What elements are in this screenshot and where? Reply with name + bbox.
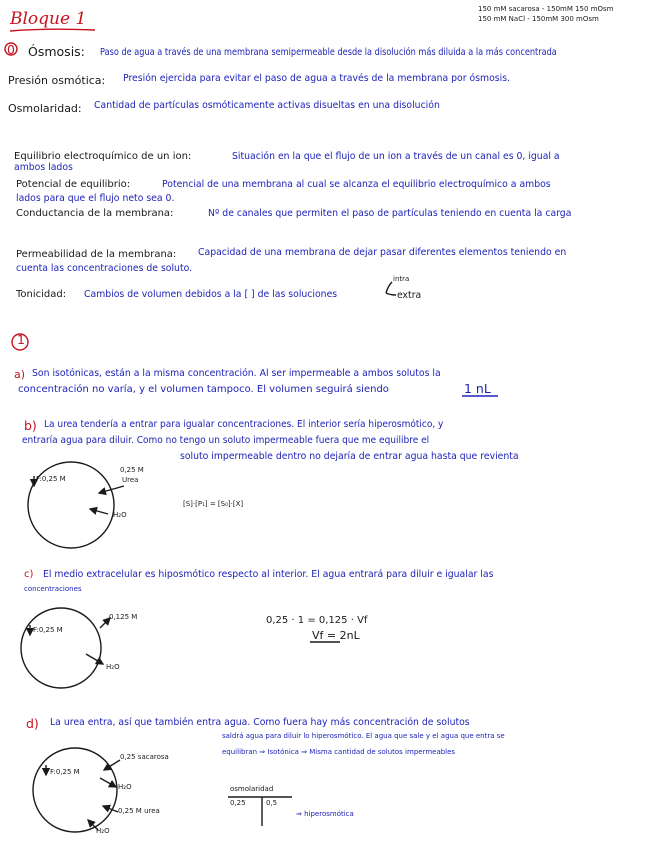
- equilibrio-definition-cont: ambos lados: [14, 162, 73, 173]
- part-d-water-2: H₂O: [96, 827, 110, 835]
- part-b-cell: [28, 462, 114, 548]
- part-d-outside-urea: 0,25 M urea: [118, 807, 160, 815]
- part-d-inside-conc: F:0,25 M: [50, 768, 80, 776]
- intra-label: intra: [393, 275, 410, 283]
- part-c-outside-conc: 0,125 M: [109, 613, 138, 621]
- page-title: Bloque 1: [10, 9, 87, 29]
- potencial-definition-cont: lados para que el flujo neto sea 0.: [16, 193, 175, 204]
- part-b-inside-conc: F:0,25 M: [36, 475, 66, 483]
- potencial-definition: Potencial de una membrana al cual se alcanza el equilibrio electroquímico a ambos: [162, 179, 551, 190]
- conductancia-definition: Nº de canales que permiten el paso de partículas teniendo en cuenta la carga: [208, 208, 572, 219]
- osmolaridad-term: Osmolaridad:: [8, 102, 82, 115]
- part-a-answer: 1 nL: [464, 381, 491, 396]
- definitions-marker: 0: [7, 42, 15, 57]
- part-d-text-cont: saldrá agua para diluir lo hiperosmótico. El agua que sale y el agua que entra se: [222, 732, 505, 740]
- equilibrio-definition: Situación en la que el flujo de un ion a través de un canal es 0, igual a: [232, 151, 560, 162]
- part-c-result: Vf = 2nL: [312, 629, 360, 642]
- part-a-label: a): [14, 368, 26, 381]
- part-c-inside-conc: F:0,25 M: [33, 626, 63, 634]
- title-underline: [10, 29, 95, 31]
- part-b-water-arrow: [90, 509, 108, 514]
- osmolaridad-table-result: ⇒ hiperosmótica: [296, 810, 354, 818]
- part-d-text: La urea entra, así que también entra agua. Como fuera hay más concentración de solutos: [50, 717, 470, 728]
- tonicidad-definition: Cambios de volumen debidos a la [ ] de las soluciones: [84, 289, 338, 300]
- permeabilidad-definition: Capacidad de una membrana de dejar pasar diferentes elementos teniendo en: [198, 247, 567, 258]
- tonicidad-term: Tonicidad:: [16, 289, 67, 300]
- part-b-text: La urea tendería a entrar para igualar concentraciones. El interior sería hiperosmótico, y: [44, 419, 444, 430]
- part-d-label: d): [26, 716, 39, 731]
- exercise-marker: 1: [17, 332, 25, 347]
- part-b-outside-conc: 0,25 M: [120, 466, 144, 474]
- part-b-water: H₂O: [113, 511, 127, 519]
- osmolaridad-table-header: osmolaridad: [230, 785, 274, 793]
- definitions-marker-circle: [5, 43, 17, 55]
- permeabilidad-definition-cont: cuenta las concentraciones de soluto.: [16, 263, 193, 274]
- part-c-equation: 0,25 · 1 = 0,125 · Vf: [266, 615, 368, 626]
- corner-note-sacarosa: 150 mM sacarosa - 150mM 150 mOsm: [478, 5, 614, 13]
- exercise-marker-circle: [12, 334, 28, 350]
- conductancia-term: Conductancia de la membrana:: [16, 208, 174, 219]
- part-d-water-out-arrow: [100, 778, 116, 787]
- part-a-text: Son isotónicas, están a la misma concentración. Al ser impermeable a ambos solutos la: [32, 368, 441, 379]
- part-c-text-cont: concentraciones: [24, 585, 82, 593]
- part-d-water-1: H₂O: [118, 783, 132, 791]
- part-b-formula: [S]·[P₁] = [S₀]·[X]: [183, 500, 244, 508]
- tonicidad-bracket: [386, 282, 396, 295]
- corner-note-nacl: 150 mM NaCl - 150mM 300 mOsm: [478, 15, 599, 23]
- part-d-cell: [33, 748, 117, 832]
- part-c-cell: [21, 608, 101, 688]
- part-d-text-cont2: equilibran ⇒ Isotónica ⇒ Misma cantidad de solutos impermeables: [222, 748, 456, 756]
- part-a-text-cont: concentración no varía, y el volumen tampoco. El volumen seguirá siendo: [18, 384, 389, 395]
- osmosis-definition: Paso de agua a través de una membrana semipermeable desde la disolución más diluida a la más concentrada: [100, 47, 557, 58]
- part-c-out-arrow: [100, 618, 110, 628]
- extra-label: extra: [397, 290, 422, 301]
- osmolaridad-table-right: 0,5: [266, 799, 278, 807]
- part-c-label: c): [24, 569, 34, 580]
- part-b-text-cont2: soluto impermeable dentro no dejaría de entrar agua hasta que revienta: [180, 451, 519, 462]
- part-b-outside-solute: Urea: [122, 476, 139, 484]
- permeabilidad-term: Permeabilidad de la membrana:: [16, 249, 177, 260]
- equilibrio-term: Equilibrio electroquímico de un ion:: [14, 151, 192, 162]
- osmolaridad-table-left: 0,25: [230, 799, 246, 807]
- part-b-label: b): [24, 418, 37, 433]
- part-c-text: El medio extracelular es hiposmótico respecto al interior. El agua entrará para diluir e igualar las: [43, 569, 494, 580]
- part-c-water: H₂O: [106, 663, 120, 671]
- osmosis-term: Ósmosis:: [28, 44, 85, 59]
- part-d-outside-sacarosa: 0,25 sacarosa: [120, 753, 169, 761]
- presion-definition: Presión ejercida para evitar el paso de agua a través de la membrana por ósmosis.: [123, 73, 511, 84]
- part-d-urea-arrow: [103, 806, 118, 812]
- presion-term: Presión osmótica:: [8, 74, 106, 87]
- osmolaridad-definition: Cantidad de partículas osmóticamente activas disueltas en una disolución: [94, 100, 440, 111]
- part-b-text-cont: entraría agua para diluir. Como no tengo un soluto impermeable fuera que me equilibre el: [22, 435, 430, 446]
- potencial-term: Potencial de equilibrio:: [16, 179, 131, 190]
